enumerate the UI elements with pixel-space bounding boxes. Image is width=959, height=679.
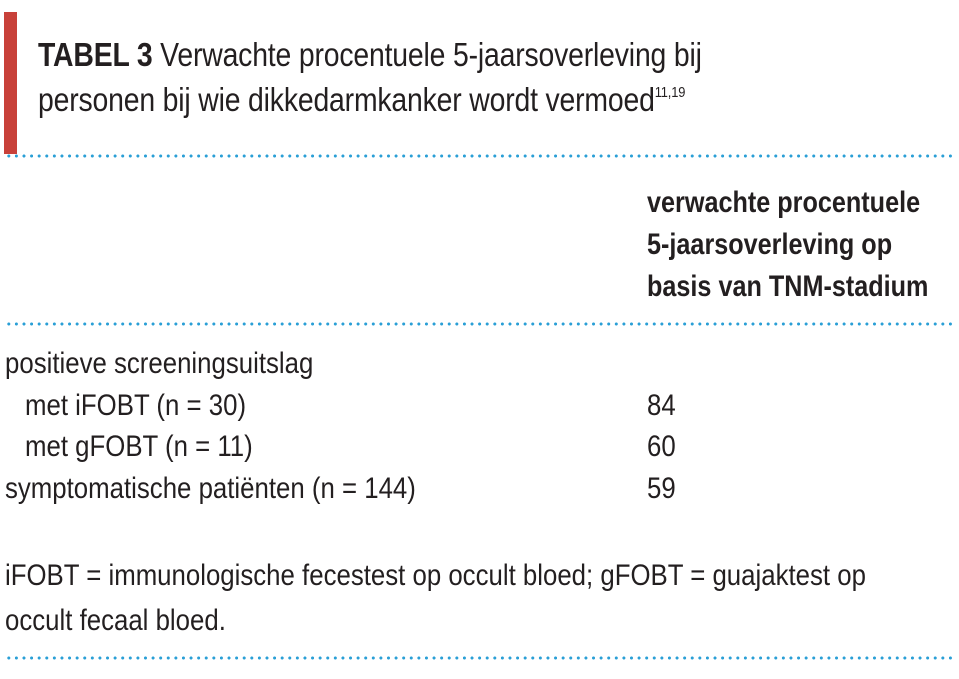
table-row — [5, 426, 955, 468]
reference-superscript: 11,19 — [654, 84, 686, 101]
table-row — [5, 468, 955, 510]
table-label: TABEL 3 — [38, 36, 153, 73]
row-value: 59 — [647, 472, 676, 505]
divider-bottom — [5, 656, 955, 660]
divider-top — [5, 154, 955, 158]
table-row — [5, 343, 955, 385]
accent-bar — [4, 12, 17, 154]
divider-header — [5, 322, 955, 326]
row-value: 60 — [647, 430, 676, 463]
row-label: met iFOBT (n = 30) — [25, 389, 247, 422]
table-row — [5, 385, 955, 427]
row-label: met gFOBT (n = 11) — [25, 430, 253, 463]
row-value: 84 — [647, 389, 676, 422]
table-title: Verwachte procentuele 5-jaarsoverleving bij personen bij wie dikkedarmkanker wordt vermoed — [38, 36, 702, 118]
table-caption — [38, 32, 812, 122]
row-label: symptomatische patiënten (n = 144) — [5, 472, 416, 505]
table-footnote: iFOBT = immunologische fecestest op occult bloed; gFOBT = guajaktest op occult fecaal bloed. — [5, 559, 866, 637]
column-header: verwachte procentuele 5-jaarsoverleving op basis van TNM-stadium — [647, 186, 929, 303]
row-label: positieve screeningsuitslag — [5, 347, 314, 380]
